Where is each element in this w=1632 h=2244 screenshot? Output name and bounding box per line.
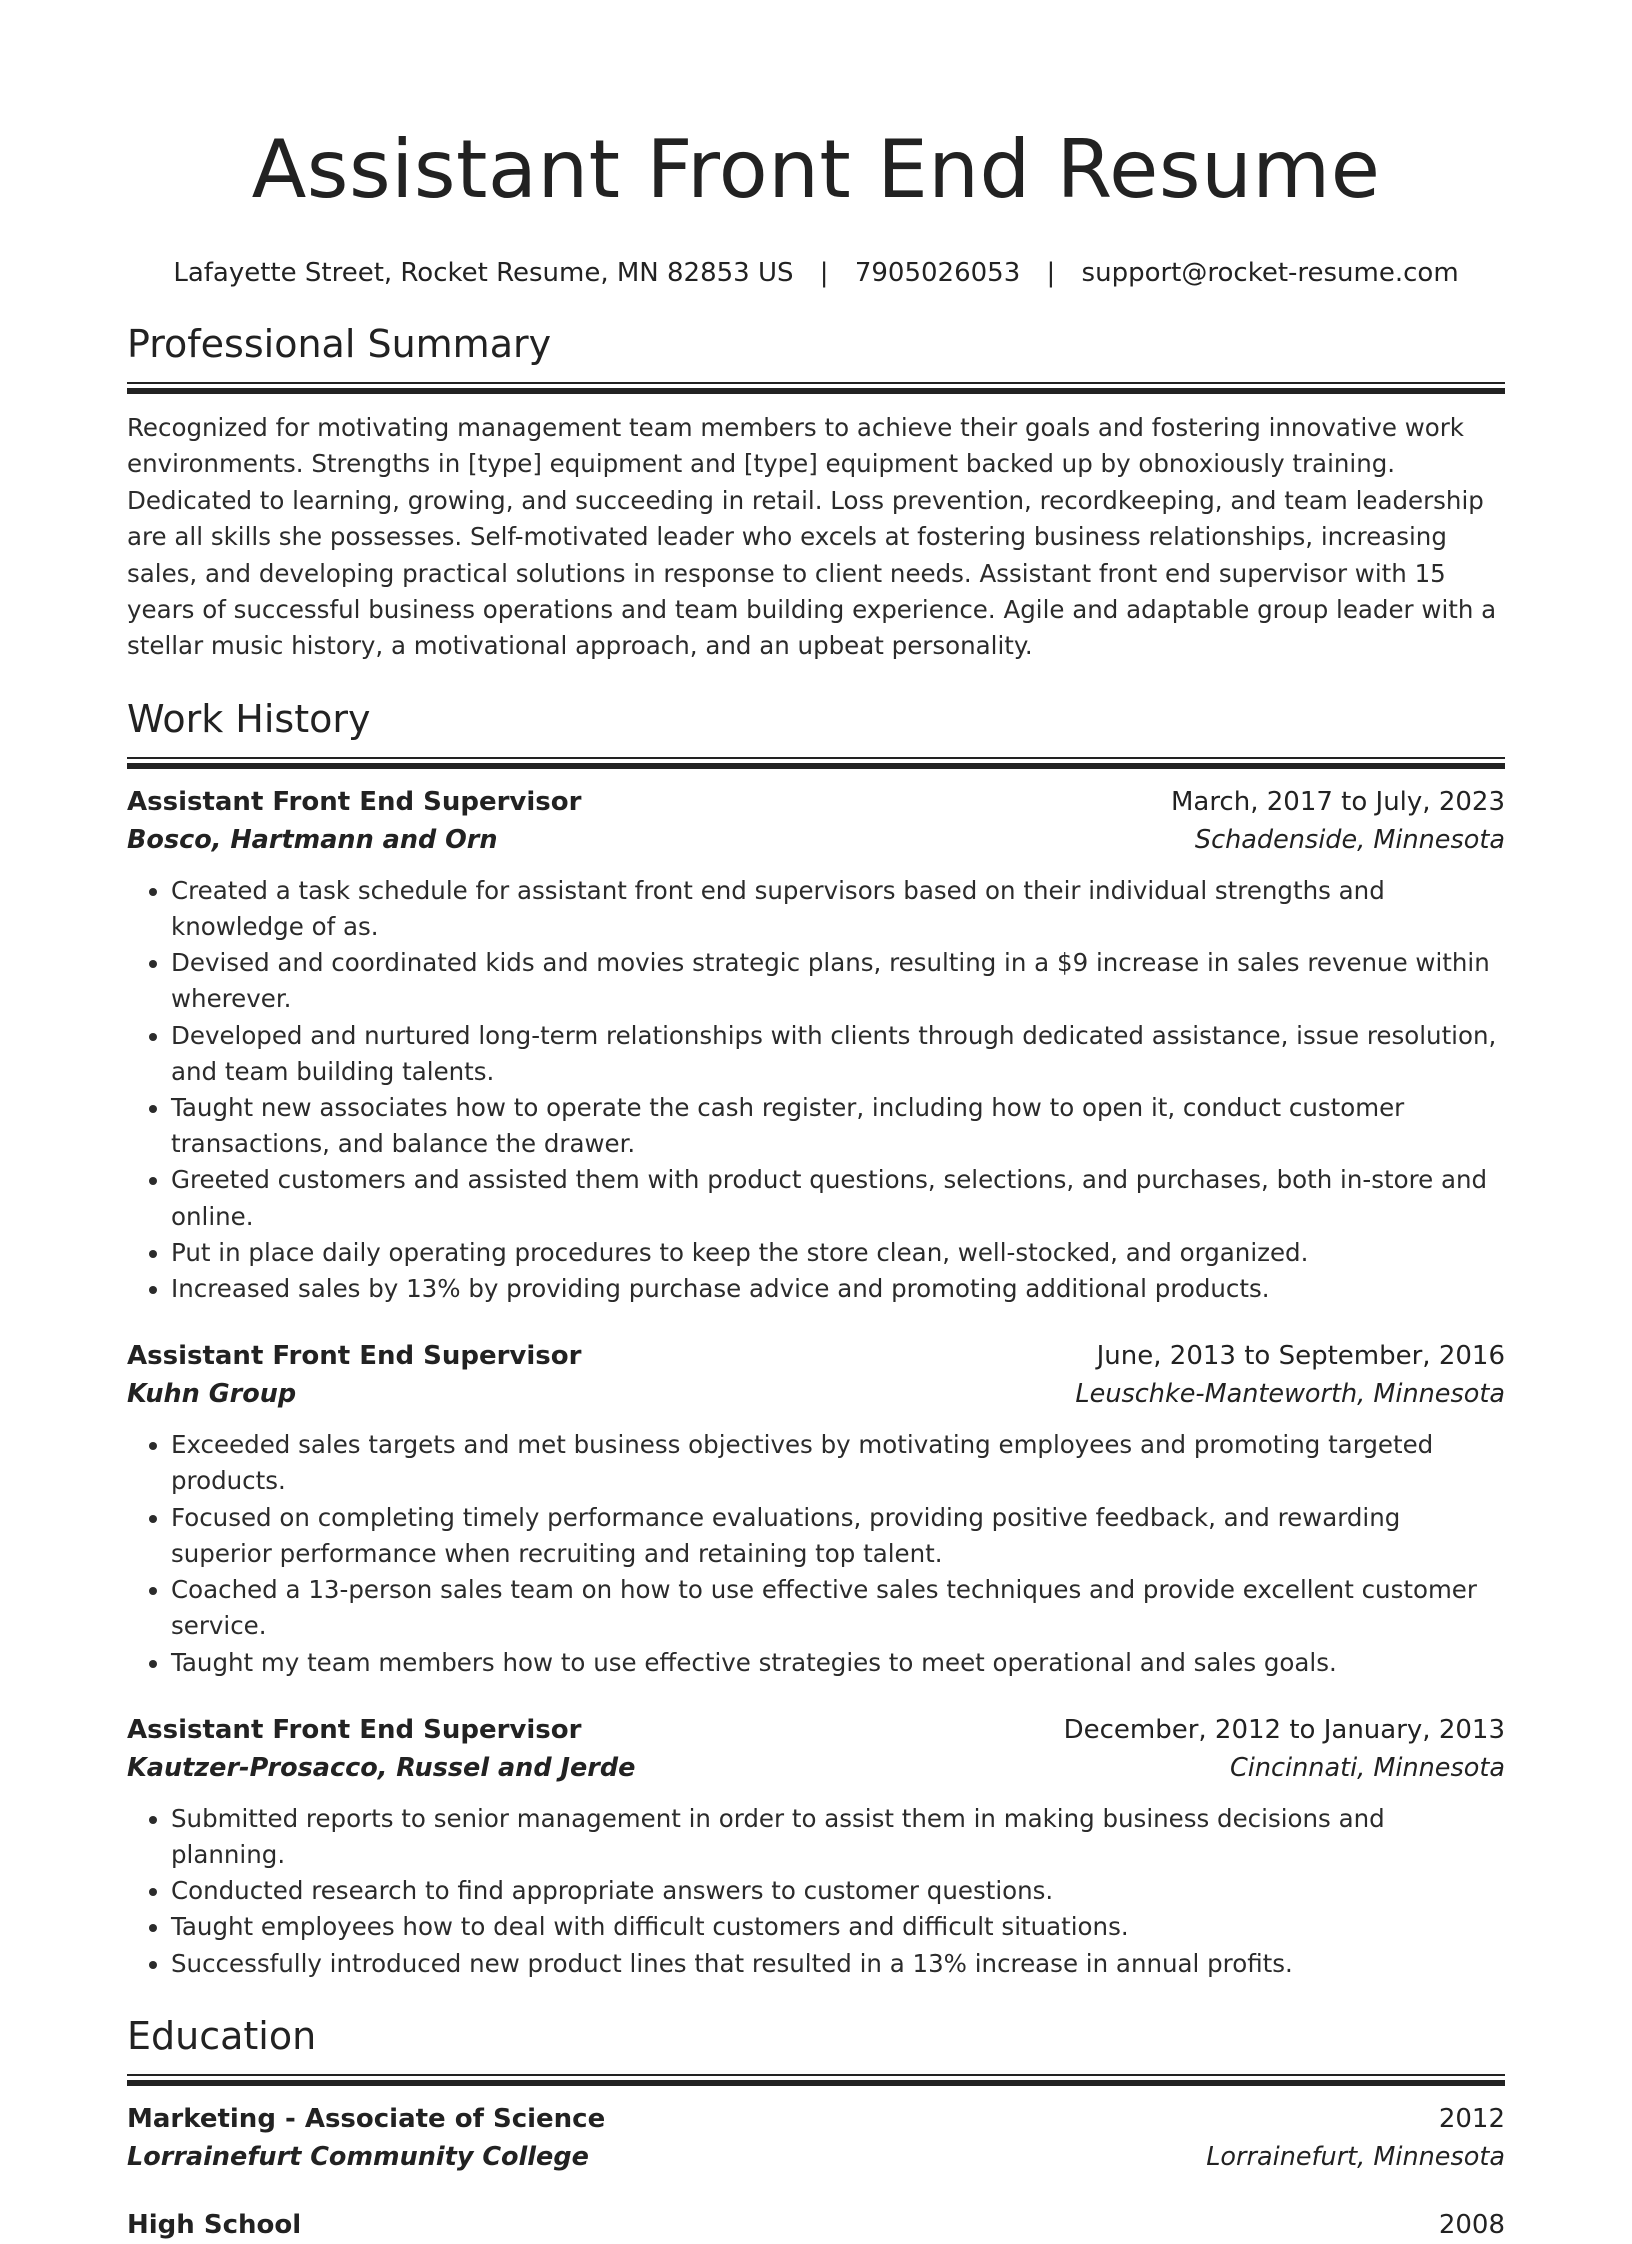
education-degree: Marketing - Associate of Science bbox=[127, 2103, 606, 2134]
job-company: Kuhn Group bbox=[127, 1379, 297, 1410]
job-bullet: • Exceeded sales targets and met business objectives by motivating employees and promoting targeted products. bbox=[171, 1427, 1505, 1499]
job-bullet: • Devised and coordinated kids and movies strategic plans, resulting in a $9 increase in sales revenue within wherever. bbox=[171, 945, 1505, 1017]
job-bullet: • Created a task schedule for assistant front end supervisors based on their individual strengths and knowledge of as. bbox=[171, 873, 1505, 945]
job-location: Cincinnati, Minnesota bbox=[1229, 1752, 1505, 1783]
job-bullet: • Increased sales by 13% by providing purchase advice and promoting additional products. bbox=[171, 1271, 1505, 1307]
job-subheader bbox=[127, 1749, 1505, 1787]
education-entry bbox=[127, 2100, 1505, 2176]
job-entry bbox=[127, 1711, 1505, 1982]
job-company: Bosco, Hartmann and Orn bbox=[127, 824, 498, 855]
contact-separator: | bbox=[1046, 258, 1056, 288]
job-bullet: • Taught my team members how to use effective strategies to meet operational and sales goals. bbox=[171, 1645, 1505, 1681]
work-history-section bbox=[127, 695, 1505, 1982]
job-bullets bbox=[127, 1427, 1505, 1680]
contact-separator: | bbox=[819, 258, 829, 288]
job-title: Assistant Front End Supervisor bbox=[127, 1714, 582, 1745]
education-heading: Education bbox=[127, 2013, 317, 2058]
job-bullet: • Conducted research to find appropriate answers to customer questions. bbox=[171, 1873, 1505, 1909]
summary-section bbox=[127, 320, 1505, 665]
job-header bbox=[127, 783, 1505, 821]
education-location: Lorrainefurt, Minnesota bbox=[1206, 2141, 1505, 2172]
work-history-heading: Work History bbox=[127, 696, 371, 741]
education-entry bbox=[127, 2206, 1505, 2244]
summary-heading: Professional Summary bbox=[127, 322, 552, 366]
job-title: Assistant Front End Supervisor bbox=[127, 786, 582, 817]
job-bullet: • Submitted reports to senior management in order to assist them in making business decisions and planning. bbox=[171, 1801, 1505, 1873]
job-header bbox=[127, 1337, 1505, 1375]
job-bullet: • Greeted customers and assisted them with product questions, selections, and purchases, both in-store and online. bbox=[171, 1162, 1505, 1234]
job-bullet: • Developed and nurtured long-term relationships with clients through dedicated assistance, issue resolution, and team building talents. bbox=[171, 1018, 1505, 1090]
job-company: Kautzer-Prosacco, Russel and Jerde bbox=[127, 1752, 636, 1783]
education-year: 2008 bbox=[1438, 2209, 1505, 2240]
education-degree: High School bbox=[127, 2209, 302, 2240]
contact-phone: 7905026053 bbox=[854, 258, 1021, 288]
resume-title: Assistant Front End Resume bbox=[251, 123, 1381, 216]
job-title: Assistant Front End Supervisor bbox=[127, 1341, 582, 1372]
job-bullets bbox=[127, 873, 1505, 1307]
education-school: Lorrainefurt Community College bbox=[127, 2141, 589, 2172]
section-rule bbox=[127, 2074, 1505, 2086]
job-bullet: • Focused on completing timely performance evaluations, providing positive feedback, and rewarding superior performance when recruiting and retaining top talent. bbox=[171, 1500, 1505, 1572]
job-bullets bbox=[127, 1801, 1505, 1982]
job-entry bbox=[127, 1337, 1505, 1680]
job-bullet: • Coached a 13-person sales team on how to use effective sales techniques and provide excellent customer service. bbox=[171, 1572, 1505, 1644]
job-bullet: • Taught employees how to deal with difficult customers and difficult situations. bbox=[171, 1909, 1505, 1945]
education-header bbox=[127, 2206, 1505, 2244]
contact-line bbox=[127, 256, 1505, 290]
job-entry bbox=[127, 783, 1505, 1307]
contact-address: Lafayette Street, Rocket Resume, MN 82853 US bbox=[173, 258, 794, 288]
education-section bbox=[127, 2012, 1505, 2244]
section-rule bbox=[127, 382, 1505, 394]
summary-text: Recognized for motivating management team members to achieve their goals and fostering innovative work environments. Strengths in [type] equipment and [type] equipment backed up by obnoxiously training. Dedicated to learning, growing, and succeeding in retail. Loss prevention, recordkeeping, and team leadership are all skills she possesses. Self-motivated leader who excels at fostering business relationships, increasing sales, and developing practical solutions in response to client needs. Assistant front end supervisor with 15 years of successful business operations and team building experience. Agile and adaptable group leader with a stellar music history, a motivational approach, and an upbeat personality. bbox=[127, 413, 1497, 661]
job-subheader bbox=[127, 821, 1505, 859]
job-dates: June, 2013 to September, 2016 bbox=[1096, 1341, 1505, 1372]
job-location: Schadenside, Minnesota bbox=[1194, 824, 1505, 855]
education-header bbox=[127, 2100, 1505, 2138]
job-header bbox=[127, 1711, 1505, 1749]
education-year: 2012 bbox=[1438, 2103, 1505, 2134]
job-bullet: • Put in place daily operating procedures to keep the store clean, well-stocked, and organized. bbox=[171, 1235, 1505, 1271]
job-bullet: • Taught new associates how to operate the cash register, including how to open it, conduct customer transactions, and balance the drawer. bbox=[171, 1090, 1505, 1162]
job-dates: December, 2012 to January, 2013 bbox=[1063, 1714, 1505, 1745]
job-location: Leuschke-Manteworth, Minnesota bbox=[1075, 1379, 1505, 1410]
section-rule bbox=[127, 757, 1505, 769]
contact-email: support@rocket-resume.com bbox=[1081, 258, 1459, 288]
job-bullet: • Successfully introduced new product lines that resulted in a 13% increase in annual profits. bbox=[171, 1946, 1505, 1982]
job-dates: March, 2017 to July, 2023 bbox=[1170, 786, 1505, 817]
job-subheader bbox=[127, 1375, 1505, 1413]
education-subheader bbox=[127, 2138, 1505, 2176]
